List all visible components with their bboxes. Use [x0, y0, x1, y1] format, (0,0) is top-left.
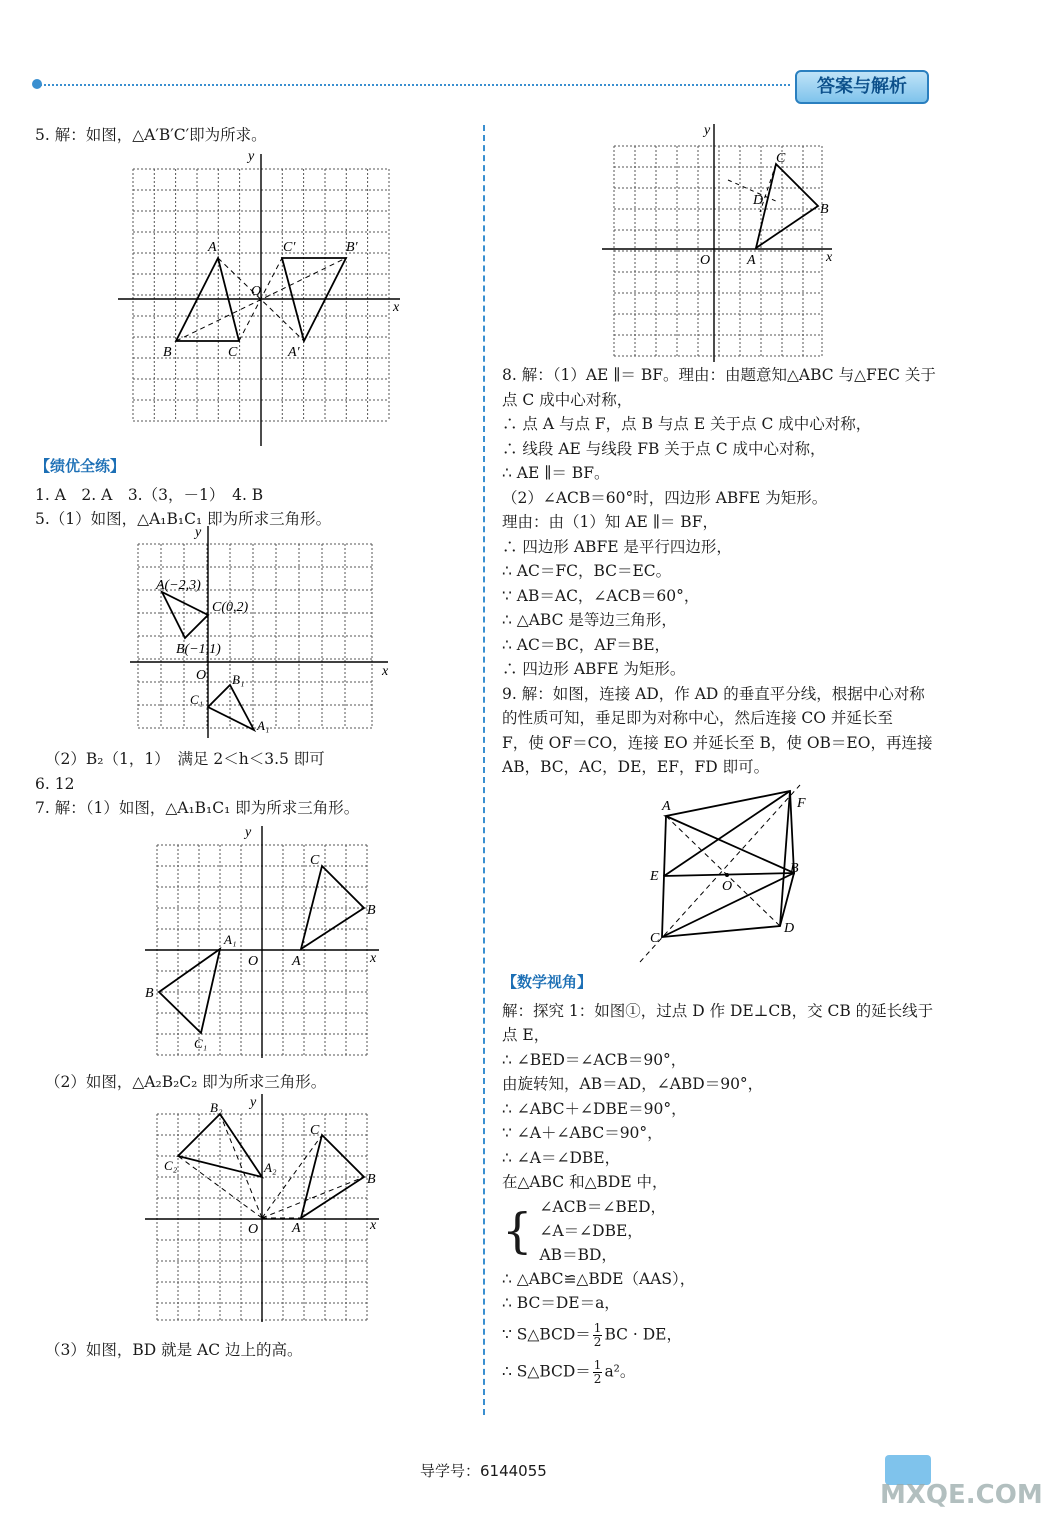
point-B: B: [820, 202, 829, 217]
post-line-0: ∴ △ABC≌△BDE（AAS），: [502, 1269, 696, 1288]
sol-line-4: ∴ ∠ABC＋∠DBE＝90°，: [502, 1099, 687, 1118]
point-E: E: [650, 869, 659, 884]
point-C: C: [310, 853, 320, 868]
point-B: B: [790, 861, 799, 876]
area2-prefix: ∴ S△BCD＝: [502, 1362, 591, 1380]
axis-x-label: x: [382, 664, 389, 679]
area-line-1: [502, 1322, 947, 1349]
q7-text: 7. 解：（1）如图，△A₁B₁C₁ 即为所求三角形。: [35, 799, 360, 817]
point-O: O: [722, 879, 733, 894]
left-block-5: [35, 1338, 475, 1363]
point-C-coord: C(0,2): [212, 600, 249, 615]
point-C: C: [650, 931, 660, 946]
figure-grid-2: [130, 522, 392, 740]
brace-symbol: {: [502, 1202, 533, 1259]
section-title-right: 【数学视角】: [502, 973, 593, 991]
point-C2: C₂: [164, 1158, 178, 1173]
axis-x-label: x: [393, 300, 400, 315]
point-F: F: [797, 796, 806, 811]
header-badge: 答案与解析: [795, 70, 929, 104]
fraction-half-1: [593, 1322, 603, 1349]
point-B-prime: B′: [346, 240, 358, 255]
frac-numerator: 1: [593, 1357, 602, 1372]
column-divider: [483, 125, 485, 1415]
q7b-text: （2）如图，△A₂B₂C₂ 即为所求三角形。: [45, 1073, 327, 1091]
frac-denominator: 2: [593, 1371, 602, 1386]
point-D: D: [753, 193, 764, 208]
q8-line-11: ∴ AC＝BC，AF＝BE，: [502, 635, 671, 654]
sol-line-6: ∴ ∠A＝∠DBE，: [502, 1148, 621, 1167]
frac-numerator: 1: [593, 1320, 602, 1335]
q5b-text: 5.（1）如图，△A₁B₁C₁ 即为所求三角形。: [35, 510, 332, 528]
q8-line-10: ∴ △ABC 是等边三角形，: [502, 611, 677, 629]
origin-label: O: [248, 954, 259, 969]
section-title-left: 【绩优全练】: [35, 457, 126, 475]
area1-prefix: ∵ S△BCD＝: [502, 1325, 591, 1343]
figure-grid-3: [142, 822, 387, 1060]
figure-grid-1: [118, 148, 408, 448]
point-C: C: [228, 345, 238, 360]
figure-grid-4: [142, 1092, 387, 1322]
brace-line-1: ∠A＝∠DBE，: [539, 1221, 643, 1240]
point-A1: A₁: [224, 932, 237, 947]
point-A2: A₂: [264, 1160, 277, 1175]
brace-line-2: AB＝BD，: [539, 1245, 617, 1264]
fraction-half-2: [593, 1359, 603, 1386]
sol-line-3: 由旋转知，AB＝AD，∠ABD＝90°，: [502, 1075, 764, 1093]
point-C1: C₁: [194, 1036, 208, 1051]
axis-y-label: y: [250, 1095, 257, 1110]
q6-text: 6. 12: [35, 774, 75, 793]
q9-line-2: F，使 OF＝CO，连接 EO 并延长至 B，使 OB＝EO，再连接: [502, 733, 933, 752]
q8-line-12: ∴ 四边形 ABFE 为矩形。: [502, 660, 686, 678]
brace-line-0: ∠ACB＝∠BED，: [539, 1197, 667, 1216]
origin-label: O: [248, 1222, 259, 1237]
point-B2: B₂: [210, 1100, 223, 1115]
point-B: B: [367, 903, 376, 918]
point-B1: B₁: [232, 672, 245, 687]
figure-grid-5: [600, 120, 845, 365]
point-A: A: [208, 240, 217, 255]
footer-guide-number: 导学号：6144055: [420, 1462, 547, 1480]
watermark: MXQE.COM: [880, 1480, 1043, 1510]
q8-line-9: ∵ AB＝AC，∠ACB＝60°，: [502, 586, 700, 605]
q9-line-3: AB，BC，AC，DE，EF，FD 即可。: [502, 758, 770, 776]
axis-y-label: y: [248, 149, 255, 164]
point-C1: C₁: [190, 692, 204, 707]
brace-lines: [539, 1195, 666, 1267]
q5b2-text: （2）B₂（1，1） 满足 2＜h＜3.5 即可: [45, 750, 325, 768]
point-B: B: [163, 345, 172, 360]
q8-line-0: 8. 解：（1）AE ∥＝ BF。理由：由题意知△ABC 与△FEC 关于: [502, 366, 936, 384]
q5-text: 5. 解：如图，△A′B′C′即为所求。: [35, 126, 267, 144]
point-A: A: [292, 954, 301, 969]
point-B: B: [367, 1172, 376, 1187]
figure-construction: [630, 780, 820, 965]
header-rule: [40, 84, 790, 86]
area2-suffix: a²。: [604, 1362, 636, 1380]
q8-block: [502, 363, 947, 780]
q7c-text: （3）如图，BD 就是 AC 边上的高。: [45, 1341, 303, 1359]
left-block-4: [35, 1070, 475, 1095]
point-A-coord: A(−2,3): [156, 578, 201, 593]
q8-line-4: ∴ AE ∥＝ BF。: [502, 464, 610, 482]
q8-line-6: 理由：由（1）知 AE ∥＝ BF，: [502, 513, 718, 531]
sol-line-5: ∵ ∠A＋∠ABC＝90°，: [502, 1124, 663, 1142]
sol-line-1: 点 E，: [502, 1026, 550, 1044]
axis-x-label: x: [370, 951, 377, 966]
q8-line-8: ∴ AC＝FC，BC＝EC。: [502, 562, 672, 580]
axis-x-label: x: [370, 1218, 377, 1233]
q8-line-7: ∴ 四边形 ABFE 是平行四边形，: [502, 537, 732, 556]
point-A1: A₁: [257, 718, 270, 733]
q8-line-2: ∴ 点 A 与点 F，点 B 与点 E 关于点 C 成中心对称，: [502, 415, 872, 433]
frac-denominator: 2: [593, 1334, 602, 1349]
point-D: D: [784, 921, 795, 936]
q9-line-0: 9. 解：如图，连接 AD，作 AD 的垂直平分线，根据中心对称: [502, 684, 925, 703]
point-C: C: [776, 151, 786, 166]
origin-label: O: [251, 284, 262, 299]
left-block-2: [35, 450, 475, 532]
left-q5: [35, 123, 475, 148]
axis-y-label: y: [195, 525, 202, 540]
sol-line-7: 在△ABC 和△BDE 中，: [502, 1173, 668, 1191]
sol-line-2: ∴ ∠BED＝∠ACB＝90°，: [502, 1050, 687, 1069]
point-A: A: [292, 1221, 301, 1236]
q8-line-5: （2）∠ACB＝60°时，四边形 ABFE 为矩形。: [502, 488, 828, 507]
origin-label: O: [196, 668, 207, 683]
point-A: A: [747, 253, 756, 268]
origin-label: O: [700, 253, 711, 268]
point-B1: B: [145, 986, 154, 1001]
sol-line-0: 解：探究 1：如图①，过点 D 作 DE⊥CB，交 CB 的延长线于: [502, 1001, 934, 1020]
left-block-3: [35, 747, 475, 821]
brace-system: [502, 1195, 947, 1267]
post-line-1: ∴ BC＝DE＝a，: [502, 1294, 620, 1312]
point-A: A: [662, 799, 671, 814]
answers-1-4: 1. A 2. A 3.（3，－1） 4. B: [35, 485, 264, 504]
axis-y-label: y: [704, 123, 711, 138]
point-C: C: [310, 1123, 320, 1138]
q8-line-1: 点 C 成中心对称，: [502, 390, 633, 409]
q9-line-1: 的性质可知，垂足即为对称中心，然后连接 CO 并延长至: [502, 709, 893, 727]
q8-line-3: ∴ 线段 AE 与线段 FB 关于点 C 成中心对称，: [502, 439, 826, 458]
axis-y-label: y: [245, 825, 252, 840]
area1-suffix: BC · DE，: [604, 1325, 682, 1343]
area-line-2: [502, 1359, 947, 1386]
point-B-coord: B(−1,1): [176, 642, 221, 657]
point-C-prime: C′: [283, 240, 296, 255]
axis-x-label: x: [826, 250, 833, 265]
point-A-prime: A′: [288, 345, 300, 360]
solution-block: [502, 966, 947, 1386]
